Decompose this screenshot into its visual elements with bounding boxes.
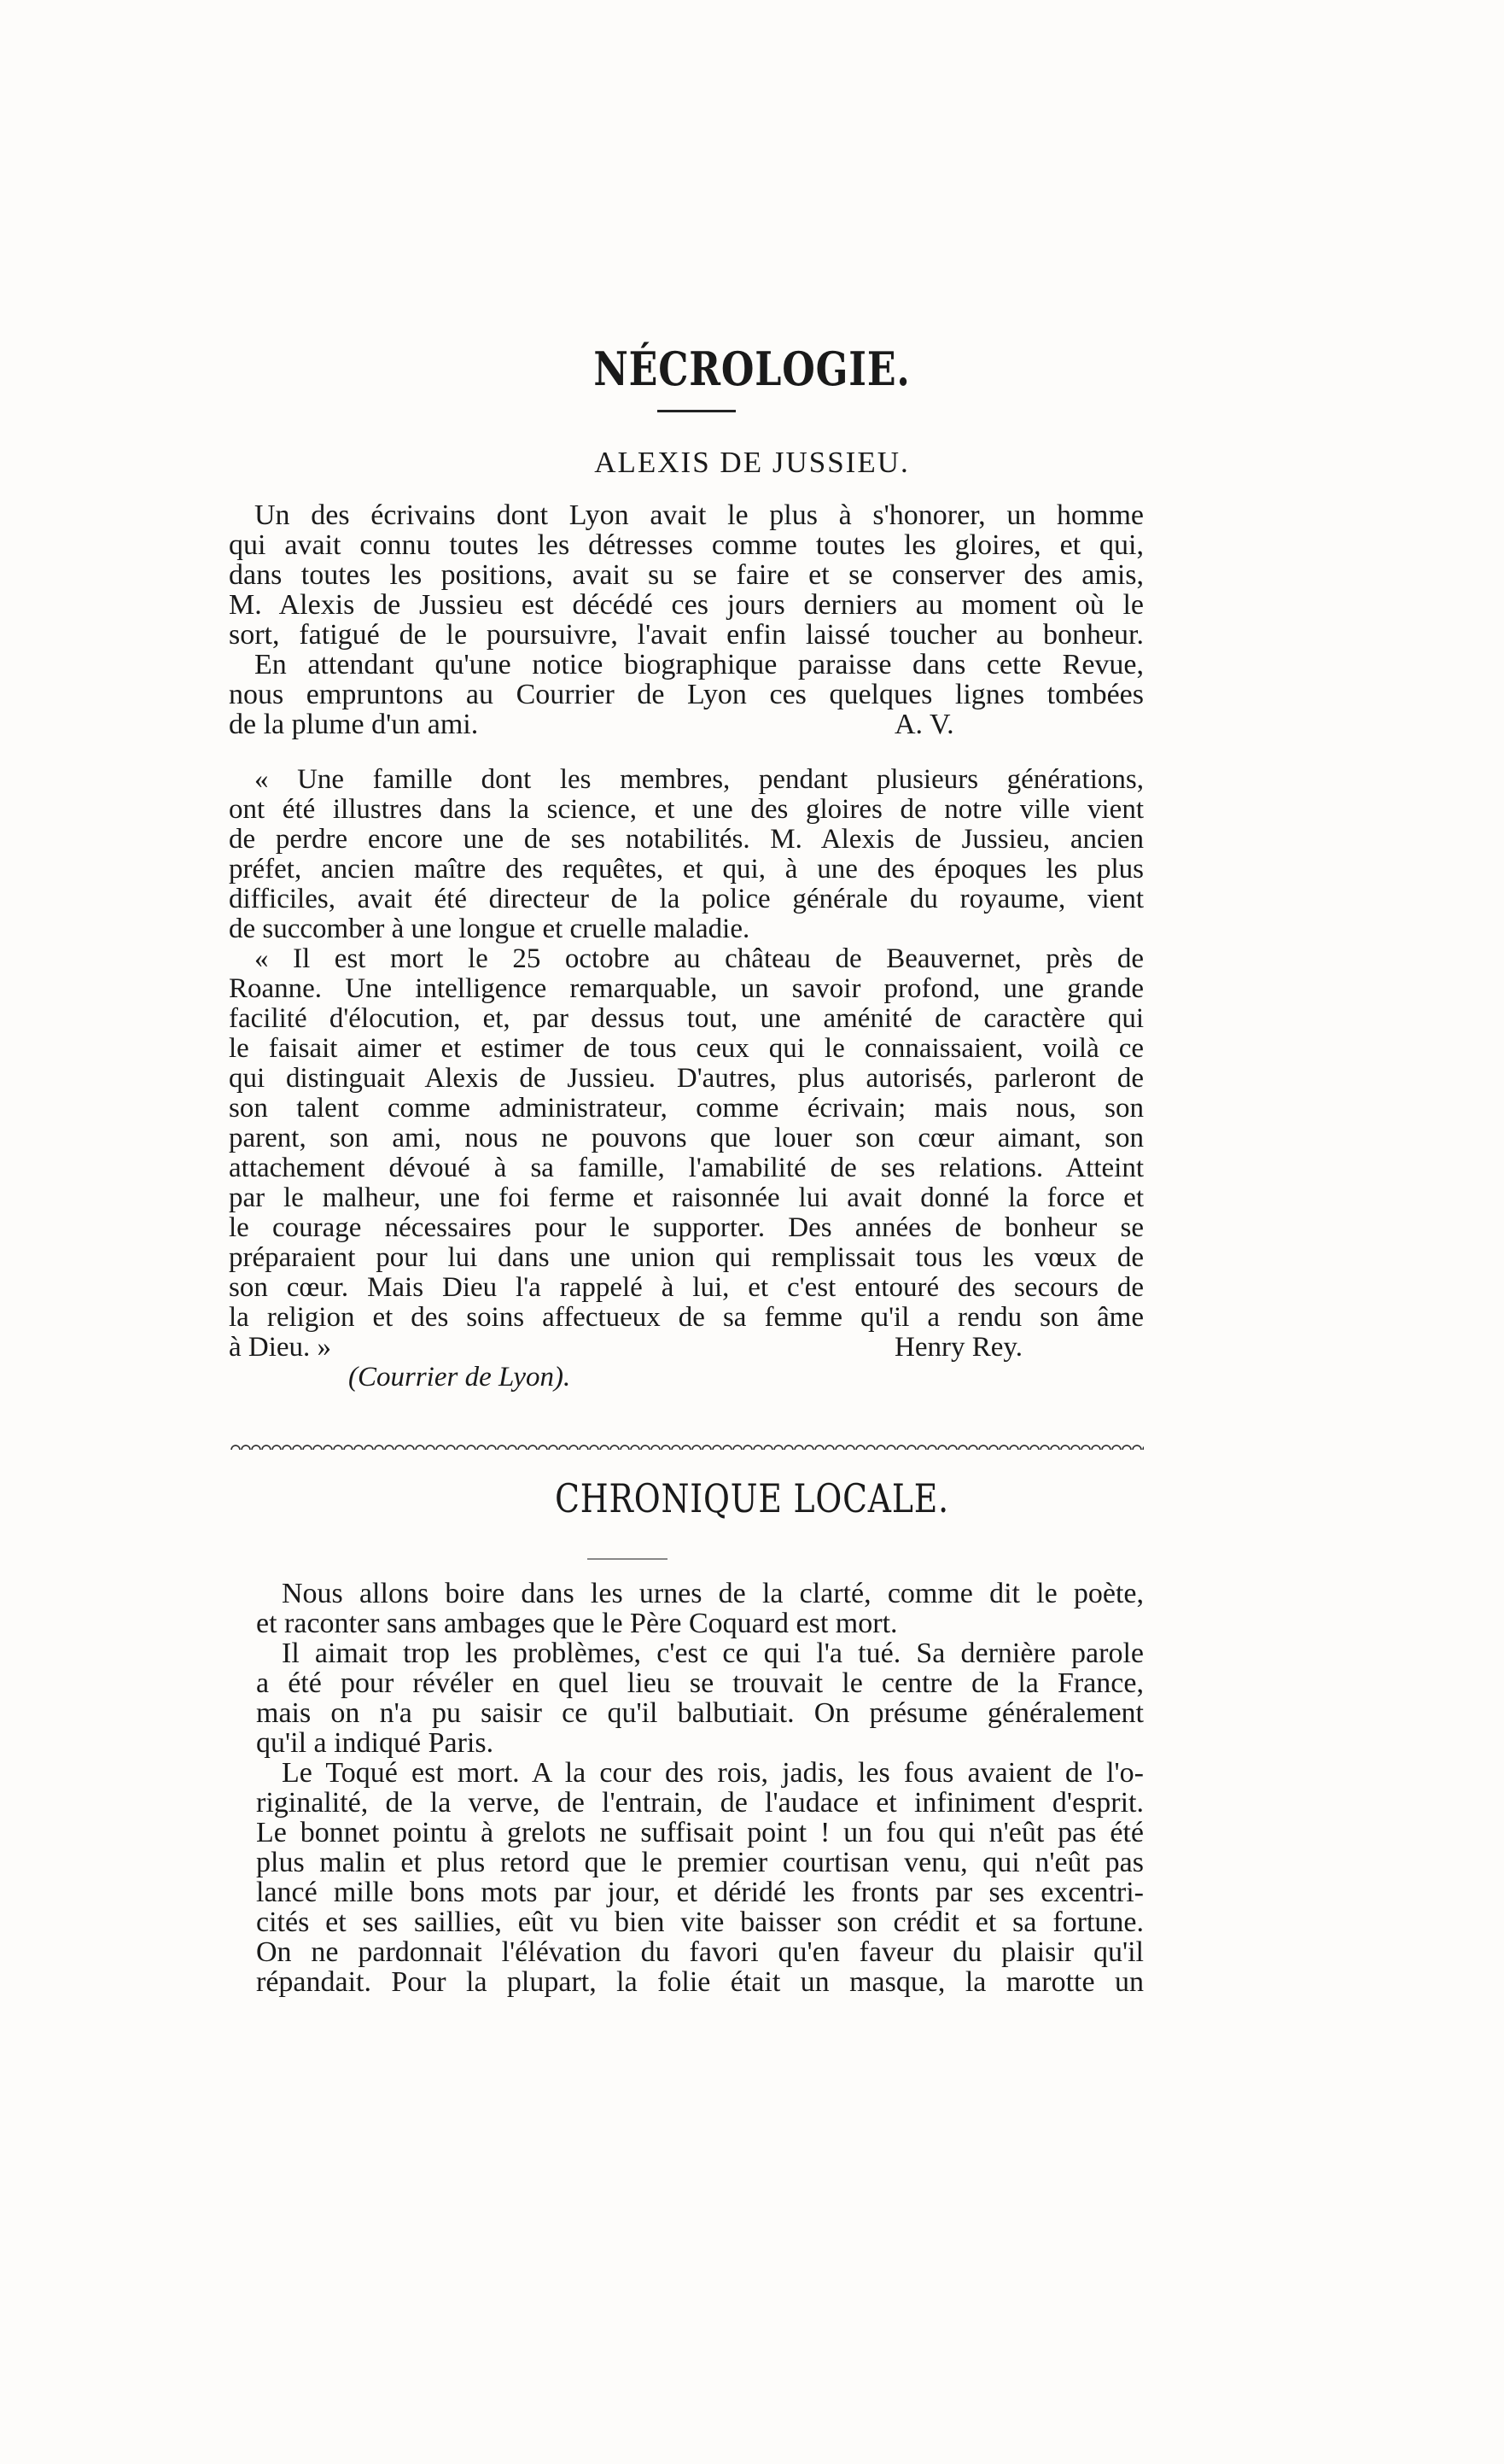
text-line: qu'il a indiqué Paris. bbox=[256, 1727, 494, 1759]
text-line: facilité d'élocution, et, par dessus tout, une aménité de caractère qui bbox=[229, 1003, 1144, 1034]
text-line: Roanne. Une intelligence remarquable, un savoir profond, une grande bbox=[229, 973, 1144, 1004]
source-citation-text: (Courrier de Lyon). bbox=[348, 1362, 571, 1393]
text-line: dans toutes les positions, avait su se faire et se conserver des amis, bbox=[229, 559, 1144, 591]
text-line: qui avait connu toutes les détresses comme toutes les gloires, et qui, bbox=[229, 529, 1144, 561]
text-line: de succomber à une longue et cruelle maladie. bbox=[229, 914, 750, 944]
text-line: son cœur. Mais Dieu l'a rappelé à lui, et c'est entouré des secours de bbox=[229, 1272, 1144, 1303]
article-subtitle: ALEXIS DE JUSSIEU. bbox=[594, 446, 910, 479]
text-line: préfet, ancien maître des requêtes, et qui, à une des époques les plus bbox=[229, 854, 1144, 885]
text-line: de la plume d'un ami. bbox=[229, 709, 479, 740]
text-line: riginalité, de la verve, de l'entrain, de l'audace et infiniment d'esprit. bbox=[256, 1787, 1144, 1819]
text-line: « Une famille dont les membres, pendant plusieurs générations, bbox=[254, 764, 1144, 795]
source-citation bbox=[229, 1363, 1144, 1393]
text-line: difficiles, avait été directeur de la police générale du royaume, vient bbox=[229, 884, 1144, 914]
text-line: et raconter sans ambages que le Père Coquard est mort. bbox=[256, 1608, 898, 1639]
chronique-paragraphs bbox=[256, 1579, 1144, 1997]
text-line: On ne pardonnait l'élévation du favori qu'en faveur du plaisir qu'il bbox=[256, 1936, 1144, 1968]
text-line: Le Toqué est mort. A la cour des rois, jadis, les fous avaient de l'o- bbox=[282, 1757, 1144, 1789]
text-line: a été pour révéler en quel lieu se trouvait le centre de la France, bbox=[256, 1667, 1144, 1699]
section-title-chronique: CHRONIQUE LOCALE. bbox=[555, 1475, 949, 1521]
author-signature: Henry Rey. bbox=[895, 1332, 1023, 1363]
intro-closing-row bbox=[229, 709, 1144, 739]
text-line: nous empruntons au Courrier de Lyon ces quelques lignes tombées bbox=[229, 679, 1144, 710]
text-line: le courage nécessaires pour le supporter. Des années de bonheur se bbox=[229, 1212, 1144, 1243]
text-line: Le bonnet pointu à grelots ne suffisait point ! un fou qui n'eût pas été bbox=[256, 1817, 1144, 1848]
text-line: cités et ses saillies, eût vu bien vite baisser son crédit et sa fortune. bbox=[256, 1906, 1144, 1938]
title-underline bbox=[587, 1558, 667, 1560]
text-line: la religion et des soins affectueux de sa femme qu'il a rendu son âme bbox=[229, 1302, 1144, 1333]
text-line: Un des écrivains dont Lyon avait le plus à s'honorer, un homme bbox=[254, 499, 1144, 531]
text-line: En attendant qu'une notice biographique paraisse dans cette Revue, bbox=[254, 649, 1144, 680]
text-line: le faisait aimer et estimer de tous ceux qui le connaissaient, voilà ce bbox=[229, 1033, 1144, 1064]
text-line: de perdre encore une de ses notabilités. M. Alexis de Jussieu, ancien bbox=[229, 824, 1144, 855]
text-line: M. Alexis de Jussieu est décédé ces jours derniers au moment où le bbox=[229, 589, 1144, 621]
intro-paragraph bbox=[229, 500, 1144, 739]
text-line: répandait. Pour la plupart, la folie était un masque, la marotte un bbox=[256, 1966, 1144, 1998]
quote-closing-row bbox=[229, 1333, 1144, 1363]
text-line: qui distinguait Alexis de Jussieu. D'autres, plus autorisés, parleront de bbox=[229, 1063, 1144, 1094]
text-line: Il aimait trop les problèmes, c'est ce qui l'a tué. Sa dernière parole bbox=[282, 1638, 1144, 1669]
section-divider bbox=[230, 1441, 1144, 1450]
text-line: plus malin et plus retord que le premier courtisan venu, qui n'eût pas bbox=[256, 1847, 1144, 1878]
text-line: à Dieu. » bbox=[229, 1332, 332, 1363]
text-line: préparaient pour lui dans une union qui remplissait tous les vœux de bbox=[229, 1242, 1144, 1273]
text-line: sort, fatigué de le poursuivre, l'avait enfin laissé toucher au bonheur. bbox=[229, 619, 1144, 651]
text-line: attachement dévoué à sa famille, l'amabilité de ses relations. Atteint bbox=[229, 1153, 1144, 1183]
text-line: son talent comme administrateur, comme écrivain; mais nous, son bbox=[229, 1093, 1144, 1124]
text-line: ont été illustres dans la science, et une des gloires de notre ville vient bbox=[229, 794, 1144, 825]
text-line: lancé mille bons mots par jour, et déridé les fronts par ses excentri- bbox=[256, 1877, 1144, 1908]
text-line: parent, son ami, nous ne pouvons que louer son cœur aimant, son bbox=[229, 1123, 1144, 1153]
section-title-necrologie: NÉCROLOGIE. bbox=[593, 342, 911, 396]
text-line: par le malheur, une foi ferme et raisonnée lui avait donné la force et bbox=[229, 1182, 1144, 1213]
text-line: Nous allons boire dans les urnes de la clarté, comme dit le poète, bbox=[282, 1578, 1144, 1609]
title-underline bbox=[657, 410, 736, 412]
text-line: « Il est mort le 25 octobre au château de Beauvernet, près de bbox=[254, 943, 1144, 974]
quoted-article bbox=[229, 765, 1144, 1393]
intro-initials: A. V. bbox=[895, 709, 954, 740]
text-line: mais on n'a pu saisir ce qu'il balbutiait. On présume généralement bbox=[256, 1697, 1144, 1729]
